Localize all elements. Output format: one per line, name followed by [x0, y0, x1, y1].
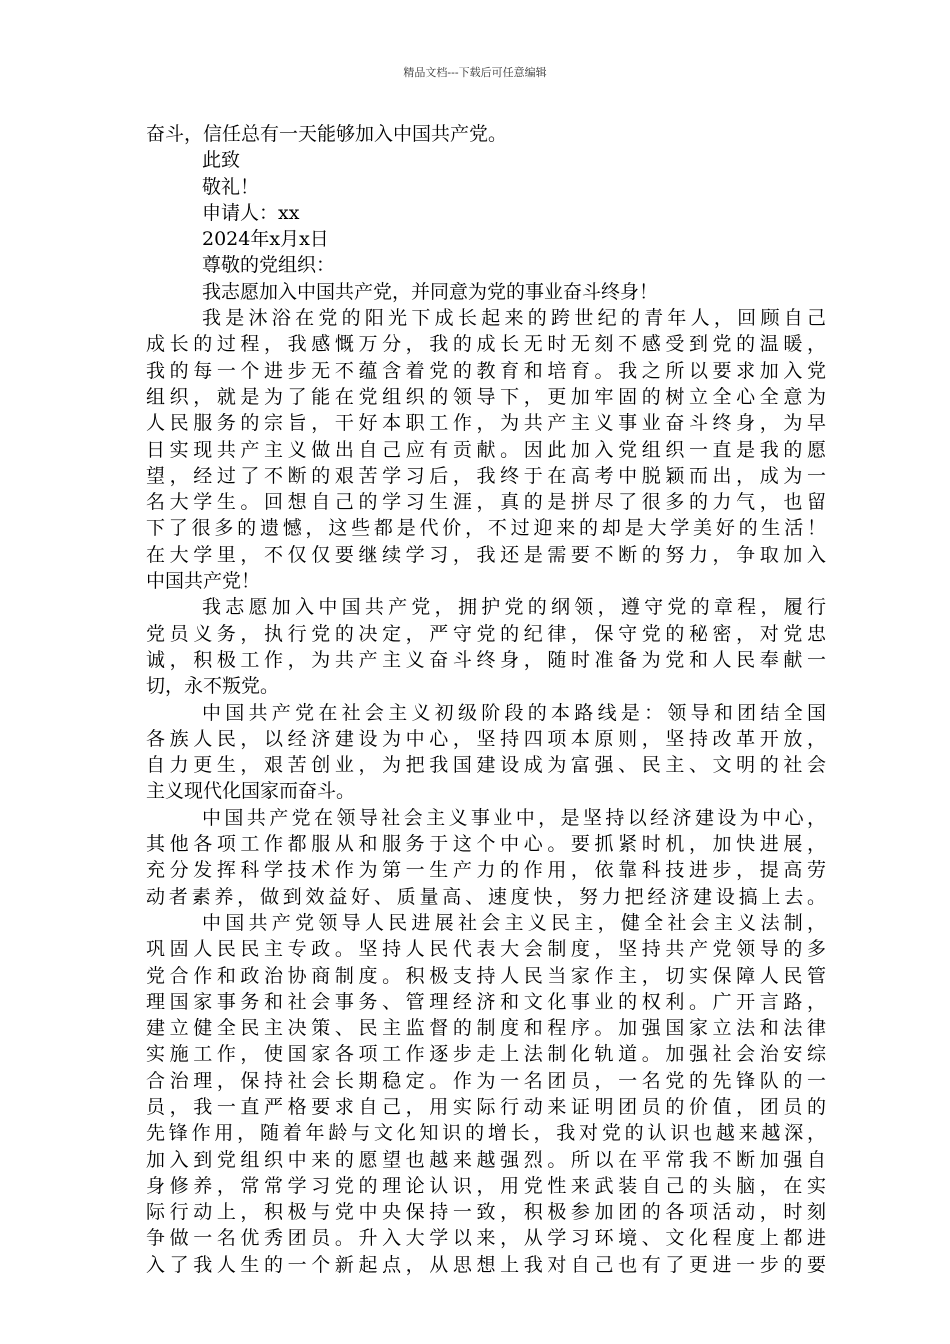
text-line: 加入到党组织中来的愿望也越来越强烈。所以在平常我不断加强自	[146, 1148, 826, 1171]
text-line: 申请人：xx	[202, 201, 300, 224]
text-line: 巩固人民民主专政。坚持人民代表大会制度，坚持共产党领导的多	[146, 938, 826, 961]
text-line: 中国共产党在社会主义初级阶段的本路线是：领导和团结全国	[202, 701, 826, 724]
text-line: 诚，积极工作，为共产主义奋斗终身，随时准备为党和人民奉献一	[146, 648, 826, 671]
text-line: 组织，就是为了能在党组织的领导下，更加牢固的树立全心全意为	[146, 385, 826, 408]
text-line: 我志愿加入中国共产党，拥护党的纲领，遵守党的章程，履行	[202, 596, 826, 619]
text-line: 际行动上，积极与党中央保持一致，积极参加团的各项活动，时刻	[146, 1201, 826, 1224]
text-line: 我的每一个进步无不蕴含着党的教育和培育。我之所以要求加入党	[146, 359, 826, 382]
text-line: 身修养，常常学习党的理论认识，用党性来武装自己的头脑，在实	[146, 1174, 826, 1197]
text-line: 下了很多的遗憾，这些都是代价，不过迎来的却是大学美好的生活！	[146, 517, 826, 540]
text-line: 切，永不叛党。	[146, 675, 280, 698]
text-line: 动者素养，做到效益好、质量高、速度快，努力把经济建设搞上去。	[146, 885, 826, 908]
text-line: 争做一名优秀团员。升入大学以来，从学习环境、文化程度上都进	[146, 1227, 826, 1250]
text-line: 主义现代化国家而奋斗。	[146, 780, 356, 803]
text-line: 名大学生。回想自己的学习生涯，真的是拼尽了很多的力气，也留	[146, 491, 826, 514]
text-line: 尊敬的党组织：	[202, 254, 336, 277]
text-line: 成长的过程，我感慨万分，我的成长无时无刻不感受到党的温暖，	[146, 333, 826, 356]
text-line: 此致	[202, 149, 241, 172]
text-line: 各族人民，以经济建设为中心，坚持四项本原则，坚持改革开放，	[146, 727, 826, 750]
text-line: 党员义务，执行党的决定，严守党的纪律，保守党的秘密，对党忠	[146, 622, 826, 645]
text-line: 党合作和政治协商制度。积极支持人民当家作主，切实保障人民管	[146, 964, 826, 987]
text-line: 我是沐浴在党的阳光下成长起来的跨世纪的青年人，回顾自己	[202, 307, 826, 330]
text-line: 其他各项工作都服从和服务于这个中心。要抓紧时机，加快进展，	[146, 833, 826, 856]
text-line: 中国共产党！	[146, 570, 261, 593]
page-header: 精品文档---下载后可任意编辑	[403, 66, 547, 79]
document-body	[146, 121, 826, 1278]
text-line: 员，我一直严格要求自己，用实际行动来证明团员的价值，团员的	[146, 1095, 826, 1118]
text-line: 奋斗，信任总有一天能够加入中国共产党。	[146, 123, 508, 145]
text-line: 入了我人生的一个新起点，从思想上我对自己也有了更进一步的要	[146, 1253, 826, 1276]
text-line: 2024年x月x日	[202, 228, 329, 251]
text-line: 充分发挥科学技术作为第一生产力的作用，依靠科技进步，提高劳	[146, 859, 826, 882]
text-line: 实施工作，使国家各项工作逐步走上法制化轨道。加强社会治安综	[146, 1043, 826, 1066]
text-line: 敬礼！	[202, 175, 260, 198]
text-line: 人民服务的宗旨，干好本职工作，为共产主义事业奋斗终身，为早	[146, 412, 826, 435]
text-line: 在大学里，不仅仅要继续学习，我还是需要不断的努力，争取加入	[146, 543, 826, 566]
text-line: 建立健全民主决策、民主监督的制度和程序。加强国家立法和法律	[146, 1017, 826, 1040]
text-line: 合治理，保持社会长期稳定。作为一名团员，一名党的先锋队的一	[146, 1069, 826, 1092]
text-line: 自力更生，艰苦创业，为把我国建设成为富强、民主、文明的社会	[146, 754, 826, 777]
text-line: 望，经过了不断的艰苦学习后，我终于在高考中脱颖而出，成为一	[146, 464, 826, 487]
text-line: 理国家事务和社会事务、管理经济和文化事业的权利。广开言路，	[146, 990, 826, 1013]
text-line: 先锋作用，随着年龄与文化知识的增长，我对党的认识也越来越深，	[146, 1122, 826, 1145]
text-line: 日实现共产主义做出自己应有贡献。因此加入党组织一直是我的愿	[146, 438, 826, 461]
text-line: 中国共产党领导人民进展社会主义民主，健全社会主义法制，	[202, 911, 826, 934]
text-line: 中国共产党在领导社会主义事业中，是坚持以经济建设为中心，	[202, 806, 826, 829]
text-line: 我志愿加入中国共产党，并同意为党的事业奋斗终身！	[202, 280, 659, 303]
